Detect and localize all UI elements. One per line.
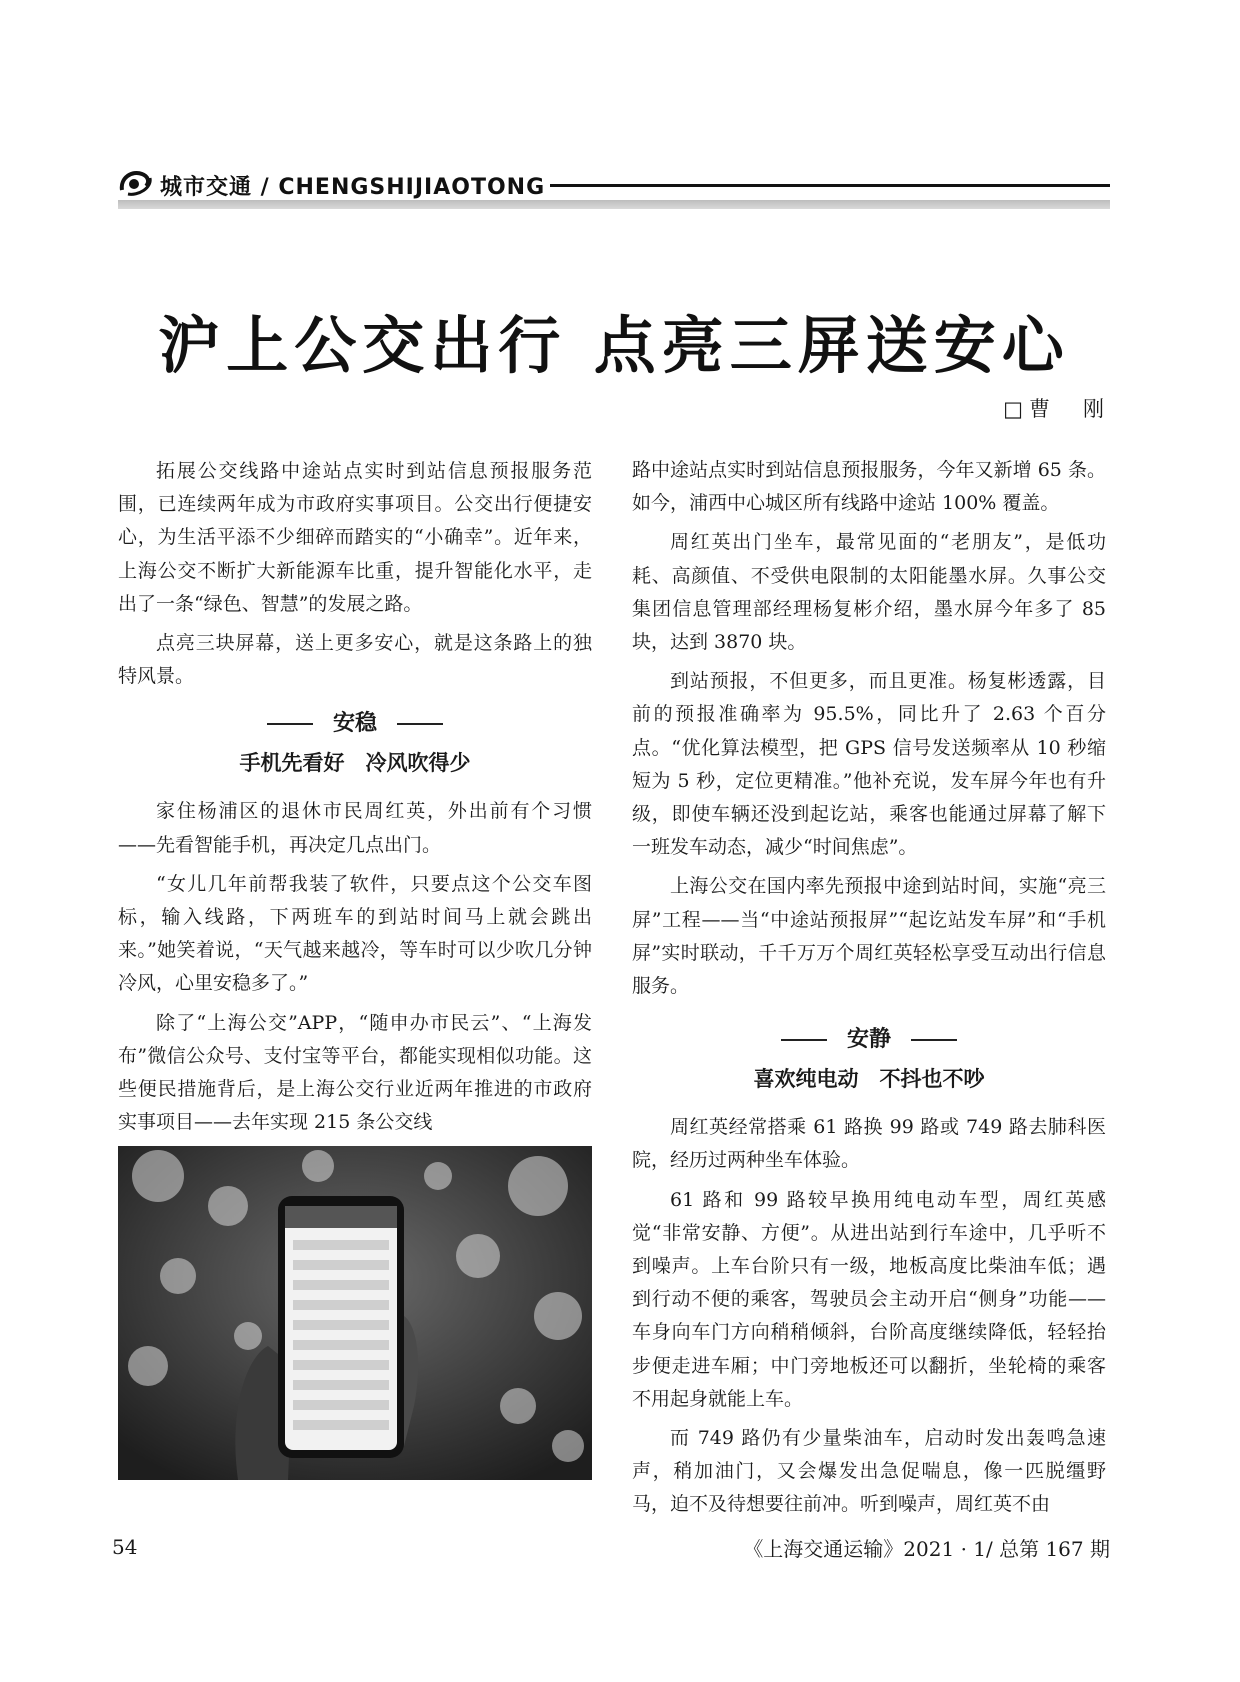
header-rule: [550, 184, 1110, 187]
heading-dash: [911, 1039, 957, 1041]
page-number: 54: [112, 1535, 138, 1559]
paragraph: 路中途站点实时到站信息预报服务，今年又新增 65 条。如今，浦西中心城区所有线路中途站 100% 覆盖。: [632, 459, 1106, 515]
section-heading: [632, 1023, 1106, 1057]
heading-dash: [397, 723, 443, 725]
paragraph: 拓展公交线路中途站点实时到站信息预报服务范围，已连续两年成为市政府实事项目。公交出行便捷安心，为生活平添不少细碎而踏实的“小确幸”。近年来，上海公交不断扩大新能源车比重，提升智能化水平，走出了一条“绿色、智慧”的发展之路。: [118, 460, 592, 615]
phone-in-hand-photo: [118, 1146, 592, 1480]
header-shade-bar: [118, 200, 1110, 209]
article-photo: [118, 1146, 592, 1480]
section-heading-text: 安静: [846, 1027, 891, 1053]
journal-logo-icon: [118, 168, 154, 198]
paragraph: 周红英出门坐车，最常见面的“老朋友”，是低功耗、高颜值、不受供电限制的太阳能墨水屏。久事公交集团信息管理部经理杨复彬介绍，墨水屏今年多了 85 块，达到 3870 块。: [632, 531, 1106, 654]
paragraph: “女儿几年前帮我装了软件，只要点这个公交车图标，输入线路，下两班车的到站时间马上就会跳出来。”她笑着说，“天气越来越冷，等车时可以少吹几分钟冷风，心里安稳多了。”: [118, 872, 592, 995]
section-subheading: 手机先看好 冷风吹得少: [239, 751, 471, 776]
heading-dash: [267, 723, 313, 725]
section-subheading: 喜欢纯电动 不抖也不吵: [753, 1067, 985, 1092]
section-title: 城市交通 / CHENGSHIJIAOTONG: [160, 175, 546, 200]
left-column: [118, 455, 592, 1139]
paragraph: 到站预报，不但更多，而且更准。杨复彬透露，目前的预报准确率为 95.5%，同比升了 2.63 个百分点。“优化算法模型，把 GPS 信号发送频率从 10 秒缩短为 5 秒，定位更精准。”他补充说，发车屏今年也有升级，即使车辆还没到起讫站，乘客也能通过屏幕了解下一班发车动态，减少“时间焦虑”。: [632, 670, 1106, 859]
paragraph: 上海公交在国内率先预报中途到站时间，实施“亮三屏”工程——当“中途站预报屏”“起讫站发车屏”和“手机屏”实时联动，千千万万个周红英轻松享受互动出行信息服务。: [632, 875, 1106, 998]
journal-issue: 《上海交通运输》2021 · 1/ 总第 167 期: [743, 1537, 1110, 1561]
paragraph: 家住杨浦区的退休市民周红英，外出前有个习惯——先看智能手机，再决定几点出门。: [118, 800, 592, 856]
heading-dash: [781, 1039, 827, 1041]
paragraph: 61 路和 99 路较早换用纯电动车型，周红英感觉“非常安静、方便”。从进出站到行车途中，几乎听不到噪声。上车台阶只有一级，地板高度比柴油车低；遇到行动不便的乘客，驾驶员会主动开启“侧身”功能——车身向车门方向稍稍倾斜，台阶高度继续降低，轻轻抬步便走进车厢；中门旁地板还可以翻折，坐轮椅的乘客不用起身就能上车。: [632, 1188, 1106, 1410]
paragraph: 点亮三块屏幕，送上更多安心，就是这条路上的独特风景。: [118, 632, 592, 688]
section-heading: [118, 707, 592, 741]
right-column: [632, 454, 1106, 1522]
byline: □曹 刚: [1003, 397, 1110, 421]
paragraph: 而 749 路仍有少量柴油车，启动时发出轰鸣急速声，稍加油门，又会爆发出急促喘息，像一匹脱缰野马，迫不及待想要往前冲。听到噪声，周红英不由: [632, 1427, 1106, 1516]
paragraph: 周红英经常搭乘 61 路换 99 路或 749 路去肺科医院，经历过两种坐车体验。: [632, 1116, 1106, 1172]
paragraph: 除了“上海公交”APP，“随申办市民云”、“上海发布”微信公众号、支付宝等平台，都能实现相似功能。这些便民措施背后，是上海公交行业近两年推进的市政府实事项目——去年实现 215 条公交线: [118, 1011, 592, 1134]
section-heading-text: 安稳: [332, 711, 377, 737]
article-title: 沪上公交出行 点亮三屏送安心: [158, 309, 1070, 382]
section-header: [118, 168, 1110, 208]
